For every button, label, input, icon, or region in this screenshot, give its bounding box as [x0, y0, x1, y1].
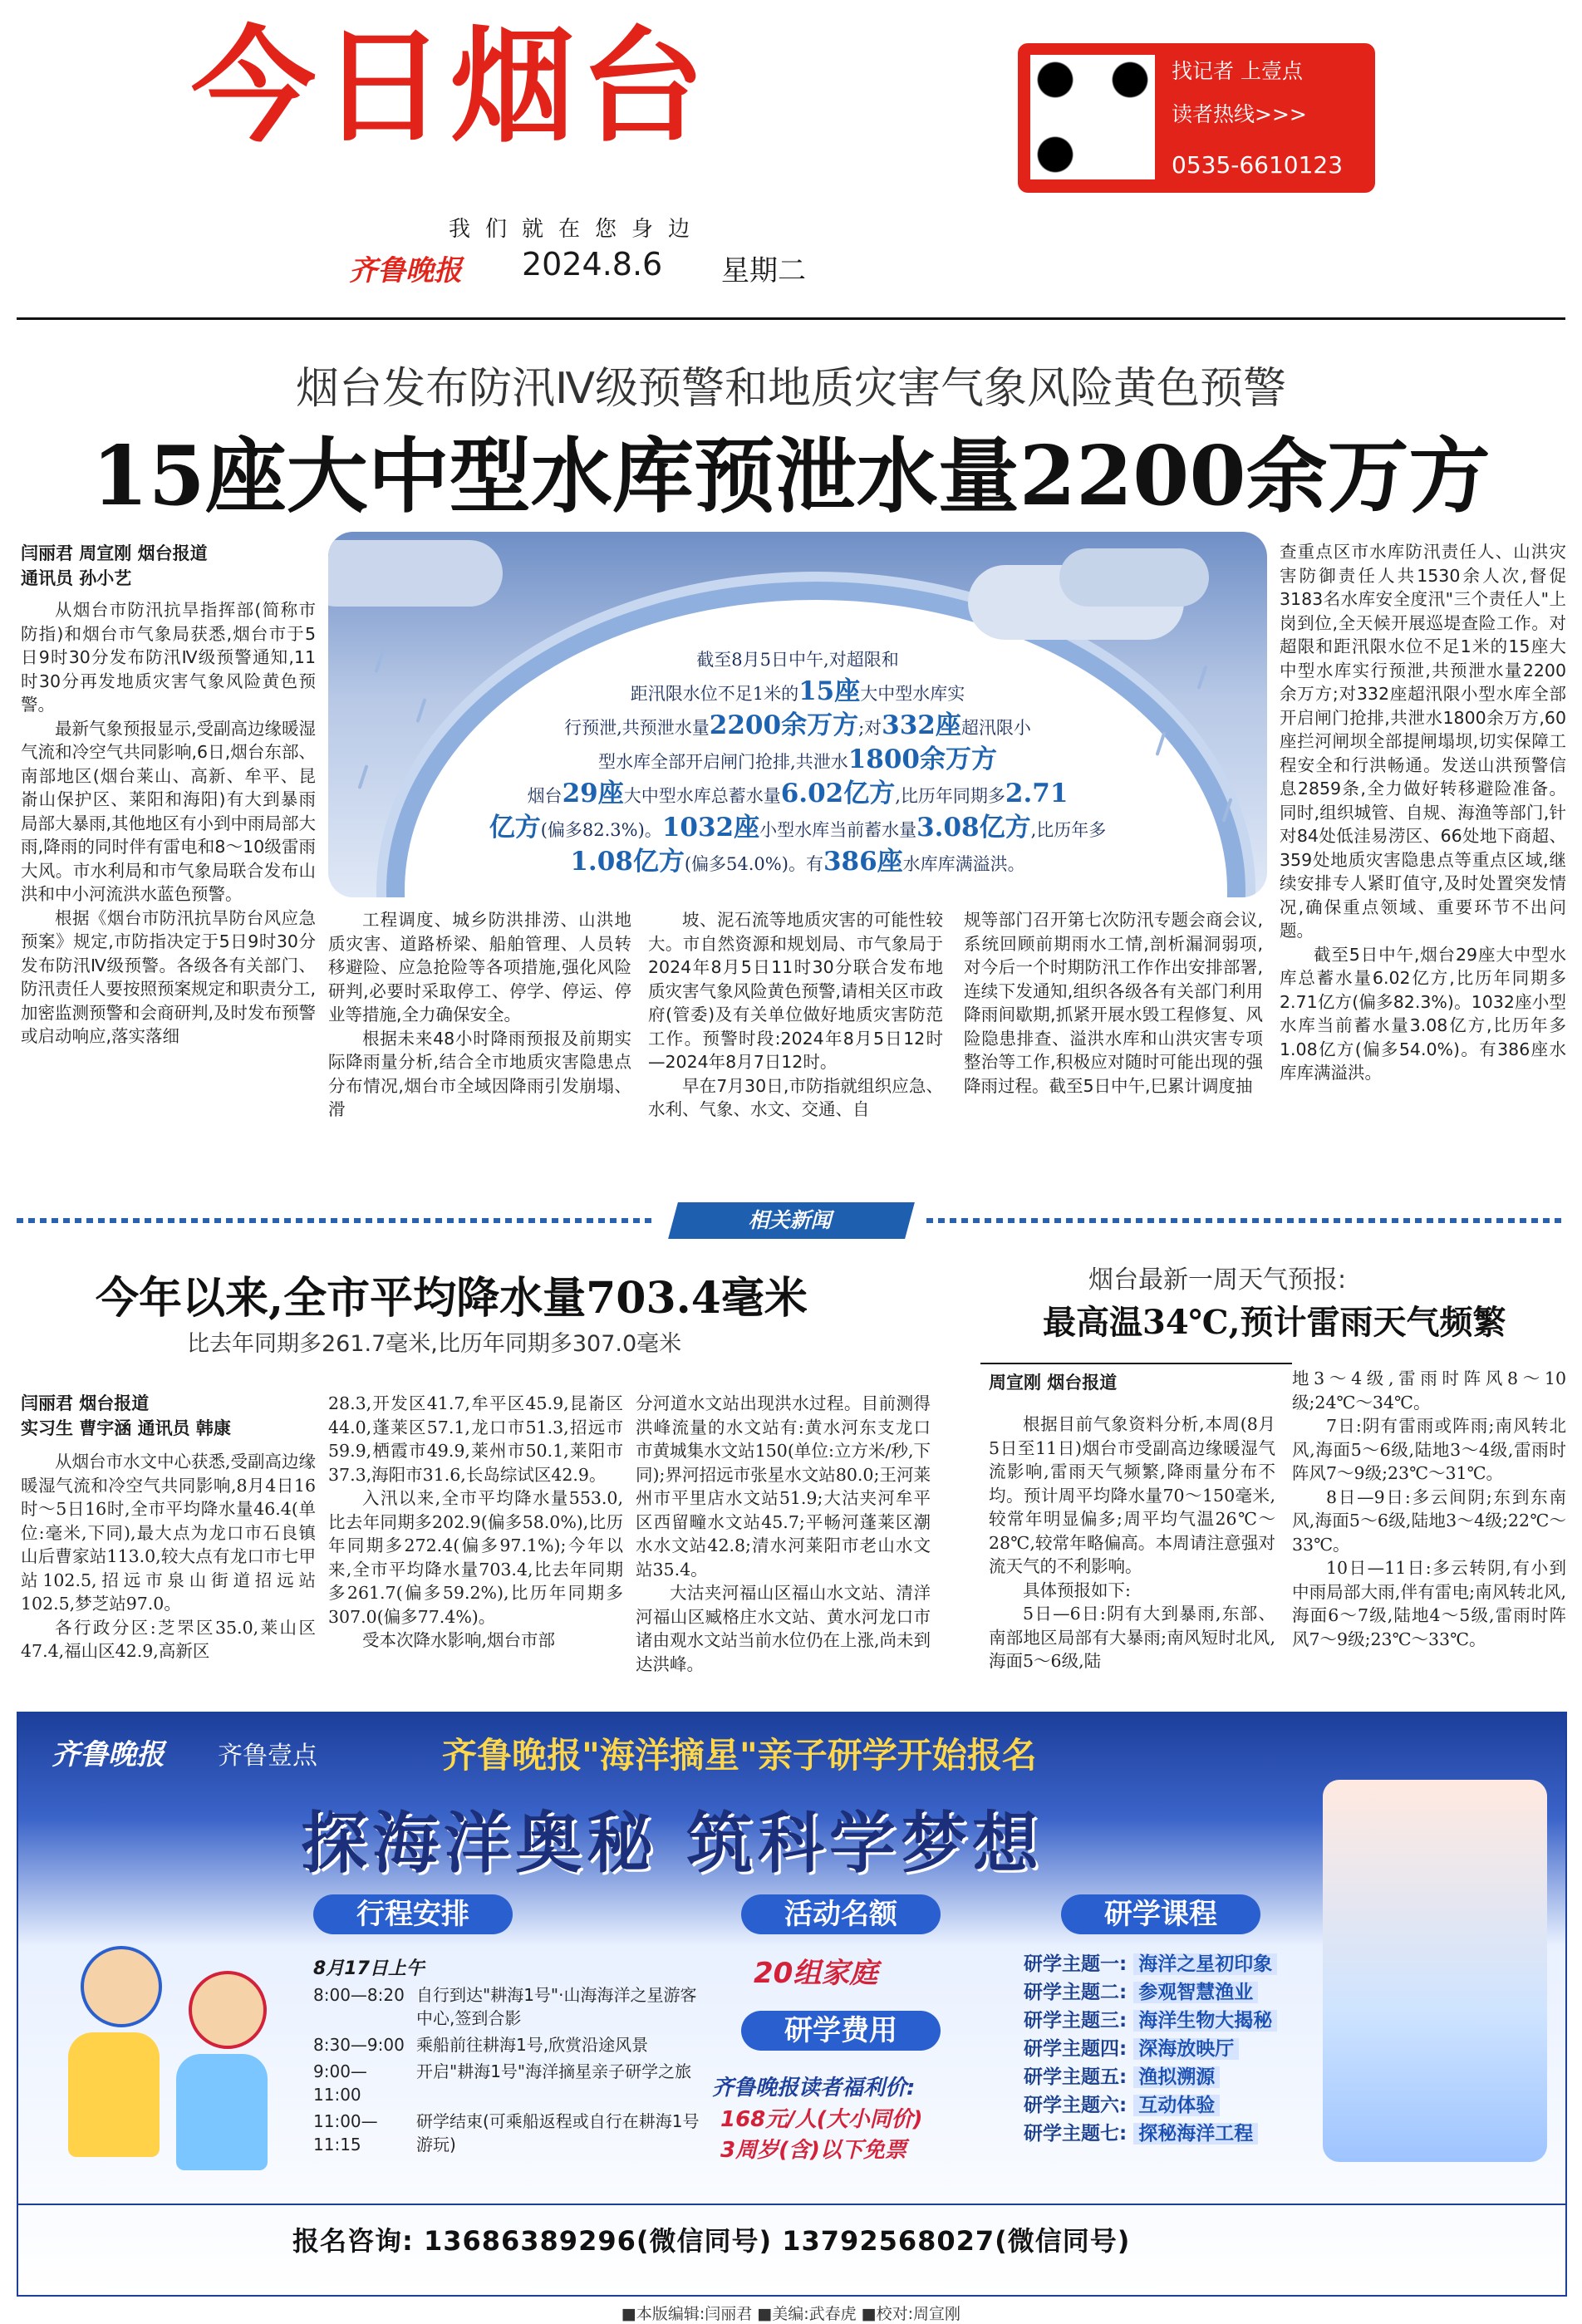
paragraph: 工程调度、城乡防洪排涝、山洪地质灾害、道路桥梁、船舶管理、人员转移避险、应急抢险等各项措施,强化风险研判,必要时采取停工、停学、停运、停业等措施,全力确保安全。: [328, 910, 631, 1024]
paragraph: 28.3,开发区41.7,牟平区45.9,昆嵛区44.0,蓬莱区57.1,龙口市51.3,招远市59.9,栖霞市49.9,莱州市50.1,莱阳市37.3,海阳市31.6,长岛综试区42.9。: [328, 1393, 623, 1485]
page-footer-credits: ■本版编辑:闫丽君 ■美编:武春虎 ■校对:周宣刚: [621, 2305, 961, 2323]
paragraph: 5日—6日:阴有大到暴雨,东部、南部地区局部有大暴雨;南风短时北风,海面5～6级,陆: [989, 1604, 1275, 1671]
paragraph: 具体预报如下:: [1023, 1580, 1131, 1600]
paragraph: 分河道水文站出现洪水过程。目前测得洪峰流量的水文站有:黄水河东支龙口市黄城集水文站150(单位:立方米/秒,下同);界河招远市张星水文站80.0;王河莱州市平里店水文站51.9;大沽夹河牟平区西留疃水文站45.7;平畅河蓬莱区潮水水文站42.8;清水河莱阳市老山水文站35.4。: [636, 1393, 931, 1580]
graphic-line: 烟台29座大中型水库总蓄水量6.02亿方,比历年同期多2.71: [527, 779, 1069, 808]
paragraph: 规等部门召开第七次防汛专题会商会议,系统回顾前期雨水工情,剖析漏洞弱项,对今后一个时期防汛工作作出安排部署,连续下发通知,组织各级各有关部门利用降雨间歇期,抓紧开展水毁工程修复、风险隐患排查、溢洪水库和山洪灾害专项整治等工作,积极应对随时可能出现的强降雨过程。截至5日中午,巳累计调度抽: [964, 910, 1263, 1096]
story3-column-2: [1292, 1367, 1566, 1699]
graphic-line: 截至8月5日中午,对超限和: [696, 650, 899, 670]
paragraph: 根据《烟台市防汛抗旱防台风应急预案》规定,市防指决定于5日9时30分发布防汛Ⅳ级预警。各级各有关部门、防汛责任人要按照预案规定和职责分工,加密监测预警和会商研判,及时发布预警或启动响应,落实落细: [21, 907, 316, 1046]
schedule-row: 11:00—11:15 研学结束(可乘船返程或自行在耕海1号游玩): [313, 2111, 700, 2154]
graphic-line: 距汛限水位不足1米的15座大中型水库实: [630, 676, 965, 706]
section-divider: [17, 1218, 656, 1223]
topic-row: 研学主题四: 深海放映厅: [1024, 2035, 1277, 2063]
topic-row: 研学主题六: 互动体验: [1024, 2091, 1277, 2120]
ad-slogan: 探海洋奥秘 筑科学梦想: [301, 1805, 1044, 1882]
graphic-line: 行预泄,共预泄水量2200余万方;对332座超汛限小: [564, 710, 1031, 740]
ad-pill-courses: 研学课程: [1061, 1894, 1260, 1934]
lead-byline-1: 闫丽君 周宣刚 烟台报道: [21, 543, 208, 563]
paragraph: 从烟台市防汛抗旱指挥部(简称市防指)和烟台市气象局获悉,烟台市于5日9时30分发布防汛Ⅳ级预警通知,11时30分再发地质灾害气象风险黄色预警。: [21, 600, 316, 715]
graphic-line: 亿方(偏多82.3%)。1032座小型水库当前蓄水量3.08亿方,比历年多: [489, 813, 1107, 843]
story2-column-2: [328, 1392, 623, 1699]
paragraph: 10日—11日:多云转阴,有小到中雨局部大雨,伴有雷电;南风转北风,海面6～7级,陆地4～5级,雷雨时阵风7～9级;23℃～33℃。: [1292, 1558, 1566, 1649]
paragraph: 早在7月30日,市防指就组织应急、水利、气象、水文、交通、自: [648, 1075, 943, 1119]
ad-topic-list: [1024, 1950, 1277, 2148]
story2-column-3: [636, 1392, 931, 1699]
study-tour-advertisement[interactable]: [17, 1712, 1567, 2297]
lead-column-5: [1280, 540, 1566, 1151]
paragraph: 8日—9日:多云间阴;东到东南风,海面5～6级,陆地3～4级;22℃～33℃。: [1292, 1486, 1566, 1555]
paragraph: 最新气象预报显示,受副高边缘暖湿气流和冷空气共同影响,6日,烟台东部、南部地区(烟台莱山、高新、牟平、昆嵛山保护区、莱阳和海阳)有大到暴雨局部大暴雨,其他地区有小到中雨局部大雨,降雨的同时伴有雷电和8～10级雷雨大风。市水利局和市气象局联合发布山洪和中小河流洪水蓝色预警。: [21, 718, 316, 904]
ad-pill-fee: 研学费用: [741, 2011, 941, 2051]
lead-kicker: 烟台发布防汛Ⅳ级预警和地质灾害气象风险黄色预警: [296, 364, 1286, 414]
qr-code-icon[interactable]: [1030, 55, 1155, 179]
story2-subhead: 比去年同期多261.7毫米,比历年同期多307.0毫米: [187, 1331, 682, 1357]
ad-title: 齐鲁晚报"海洋摘星"亲子研学开始报名: [442, 1735, 1037, 1776]
reservoir-infographic: [328, 532, 1267, 897]
ad-divider: [18, 2204, 1565, 2205]
raindrop-icon: [374, 648, 385, 673]
ad-brand-qilu: 齐鲁晚报: [52, 1738, 165, 1771]
masthead-divider: [17, 317, 1565, 320]
lead-column-2: [328, 908, 631, 1149]
ad-quota: 20组家庭: [754, 1957, 878, 1990]
paragraph: 各行政分区:芝罘区35.0,莱山区47.4,福山区42.9,高新区: [21, 1617, 316, 1661]
ad-schedule-date: 8月17日上午: [313, 1958, 425, 1979]
schedule-row: 8:00—8:20 自行到达"耕海1号"·山海海洋之星游客中心,签到合影: [313, 1985, 697, 2028]
story3-column-1: [989, 1413, 1275, 1699]
topic-row: 研学主题七: 探秘海洋工程: [1024, 2120, 1277, 2148]
schedule-row: 8:30—9:00 乘船前往耕海1号,欣赏沿途风景: [313, 2035, 649, 2055]
graphic-line: 型水库全部开启闸门抢排,共泄水1800余万方: [598, 744, 997, 774]
paragraph: 大沽夹河福山区福山水文站、清洋河福山区臧格庄水文站、黄水河龙口市诸由观水文站当前水位仍在上涨,尚未到达洪峰。: [636, 1583, 931, 1674]
story2-byline-2: 实习生 曹宇涵 通讯员 韩康: [21, 1418, 231, 1438]
masthead-title: 今日烟台: [191, 15, 710, 160]
raindrop-icon: [357, 764, 368, 789]
paragraph: 7日:阴有雷雨或阵雨;南风转北风,海面5～6级,陆地3～4级,雷雨时阵风7～9级;23℃～31℃。: [1292, 1416, 1566, 1483]
story2-byline-1: 闫丽君 烟台报道: [21, 1393, 150, 1413]
paragraph: 查重点区市水库防汛责任人、山洪灾害防御责任人共1530余人次,督促3183名水库安全度汛"三个责任人"上岗到位,全天候开展巡堤查险工作。对超限和距汛限水位不足1米的15座大中型水库实行预泄,共预泄水量2200余万方;对332座超汛限小型水库全部开启闸门抢排,共泄水1800余万方,60座拦河闸坝全部提闸塌坝,切实保障工程安全和行洪畅通。发送山洪预警信息2859条,全力做好转移避险准备。同时,组织城管、自规、海渔等部门,针对84处低洼易涝区、66处地下商超、359处地质灾害隐患点等重点区域,继续安排专人紧盯值守,及时处置突发情况,确保重点领域、重要环节不出问题。: [1280, 542, 1566, 941]
ad-fee-price: 168元/人(大小同价): [720, 2107, 923, 2132]
promo-line-2: 读者热线>>>: [1172, 102, 1307, 126]
cloud-icon: [1059, 548, 1209, 607]
ocean-platform-illustration-icon: [1323, 1780, 1547, 2162]
schedule-row: 9:00—11:00 开启"耕海1号"海洋摘星亲子研学之旅: [313, 2061, 692, 2105]
ad-schedule-list: [313, 1983, 704, 2156]
cloud-icon: [328, 540, 503, 607]
story2-column-1: [21, 1450, 316, 1699]
section-divider: [926, 1218, 1566, 1223]
paragraph: 从烟台市水文中心获悉,受副高边缘暖湿气流和冷空气共同影响,8月4日16时～5日16时,全市平均降水量46.4(单位:毫米,下同),最大点为龙口市石良镇山后曹家站113.0,较大点有龙口市七甲站102.5,招远市泉山街道招远站102.5,梦芝站97.0。: [21, 1452, 316, 1614]
promo-line-1: 找记者 上壹点: [1172, 59, 1303, 83]
lead-column-4: [964, 908, 1263, 1149]
lead-column-1: [21, 598, 316, 1147]
paragraph: 入汛以来,全市平均降水量553.0,比去年同期多202.9(偏多58.0%),比历年同期多272.4(偏多97.1%);今年以来,全市平均降水量703.4,比去年同期多261.7(偏多59.2%),比历年同期多307.0(偏多77.4%)。: [328, 1488, 623, 1627]
paragraph: 坡、泥石流等地质灾害的可能性较大。市自然资源和规划局、市气象局于2024年8月5日11时30分联合发布地质灾害气象风险黄色预警,请相关区市政府(管委)及有关单位做好地质灾害防范工作。预警时段:2024年8月5日12时—2024年8月7日12时。: [648, 910, 943, 1072]
raindrop-icon: [1196, 665, 1207, 690]
ad-pill-schedule: 行程安排: [313, 1894, 513, 1934]
lead-byline-2: 通讯员 孙小艺: [21, 568, 132, 588]
child-illustration-icon: [176, 1971, 276, 2170]
child-illustration-icon: [68, 1946, 168, 2162]
lead-column-3: [648, 908, 943, 1149]
related-news-tag: 相关新闻: [668, 1202, 915, 1239]
promo-phone: 0535-6610123: [1172, 151, 1344, 179]
paragraph: 根据目前气象资料分析,本周(8月5日至11日)烟台市受副高边缘暖湿气流影响,雷雨天气频繁,降雨量分布不均。预计周平均降水量70～150毫米,较常年明显偏多;周平均气温26℃～28℃,较常年略偏高。本周请注意强对流天气的不利影响。: [989, 1414, 1275, 1576]
story2-headline: 今年以来,全市平均降水量703.4毫米: [96, 1273, 808, 1324]
story3-rule: [980, 1363, 1292, 1364]
issue-date: 2024.8.6: [522, 246, 663, 283]
ad-contact: 报名咨询: 13686389296(微信同号) 13792568027(微信同号): [292, 2225, 1131, 2257]
infographic-text: [445, 644, 1151, 880]
topic-row: 研学主题一: 海洋之星初印象: [1024, 1950, 1277, 1978]
topic-row: 研学主题五: 渔拟溯源: [1024, 2063, 1277, 2091]
raindrop-icon: [415, 698, 426, 723]
graphic-line: 1.08亿方(偏多54.0%)。有386座水库库满溢洪。: [570, 847, 1025, 877]
paragraph: 根据未来48小时降雨预报及前期实际降雨量分析,结合全市地质灾害隐患点分布情况,烟台市全域因降雨引发崩塌、滑: [328, 1028, 631, 1119]
story3-byline: 周宣刚 烟台报道: [989, 1373, 1118, 1393]
story3-headline: 最高温34℃,预计雷雨天气频繁: [1043, 1303, 1506, 1342]
paragraph: 截至5日中午,烟台29座大中型水库总蓄水量6.02亿方,比历年同期多2.71亿方(偏多82.3%)。1032座小型水库当前蓄水量3.08亿方,比历年多1.08亿方(偏多54.0%)。有386座水库库满溢洪。: [1280, 944, 1566, 1083]
ad-pill-quota: 活动名额: [741, 1894, 941, 1934]
ad-fee-title: 齐鲁晚报读者福利价:: [712, 2076, 916, 2100]
paragraph: 地3～4级,雷雨时阵风8～10级;24℃～34℃。: [1292, 1368, 1566, 1413]
paper-logo: 齐鲁晚报: [349, 254, 462, 287]
lead-headline: 15座大中型水库预泄水量2200余万方: [91, 429, 1491, 524]
paragraph: 受本次降水影响,烟台市部: [362, 1630, 556, 1650]
ad-fee-free: 3周岁(含)以下免票: [720, 2138, 906, 2163]
topic-row: 研学主题二: 参观智慧渔业: [1024, 1978, 1277, 2007]
ad-brand-qiludian: 齐鲁壹点: [218, 1742, 317, 1771]
topic-row: 研学主题三: 海洋生物大揭秘: [1024, 2007, 1277, 2035]
masthead-slogan: 我们就在您身边: [449, 217, 705, 242]
story3-kicker: 烟台最新一周天气预报:: [1088, 1265, 1347, 1295]
issue-weekday: 星期二: [721, 254, 806, 287]
